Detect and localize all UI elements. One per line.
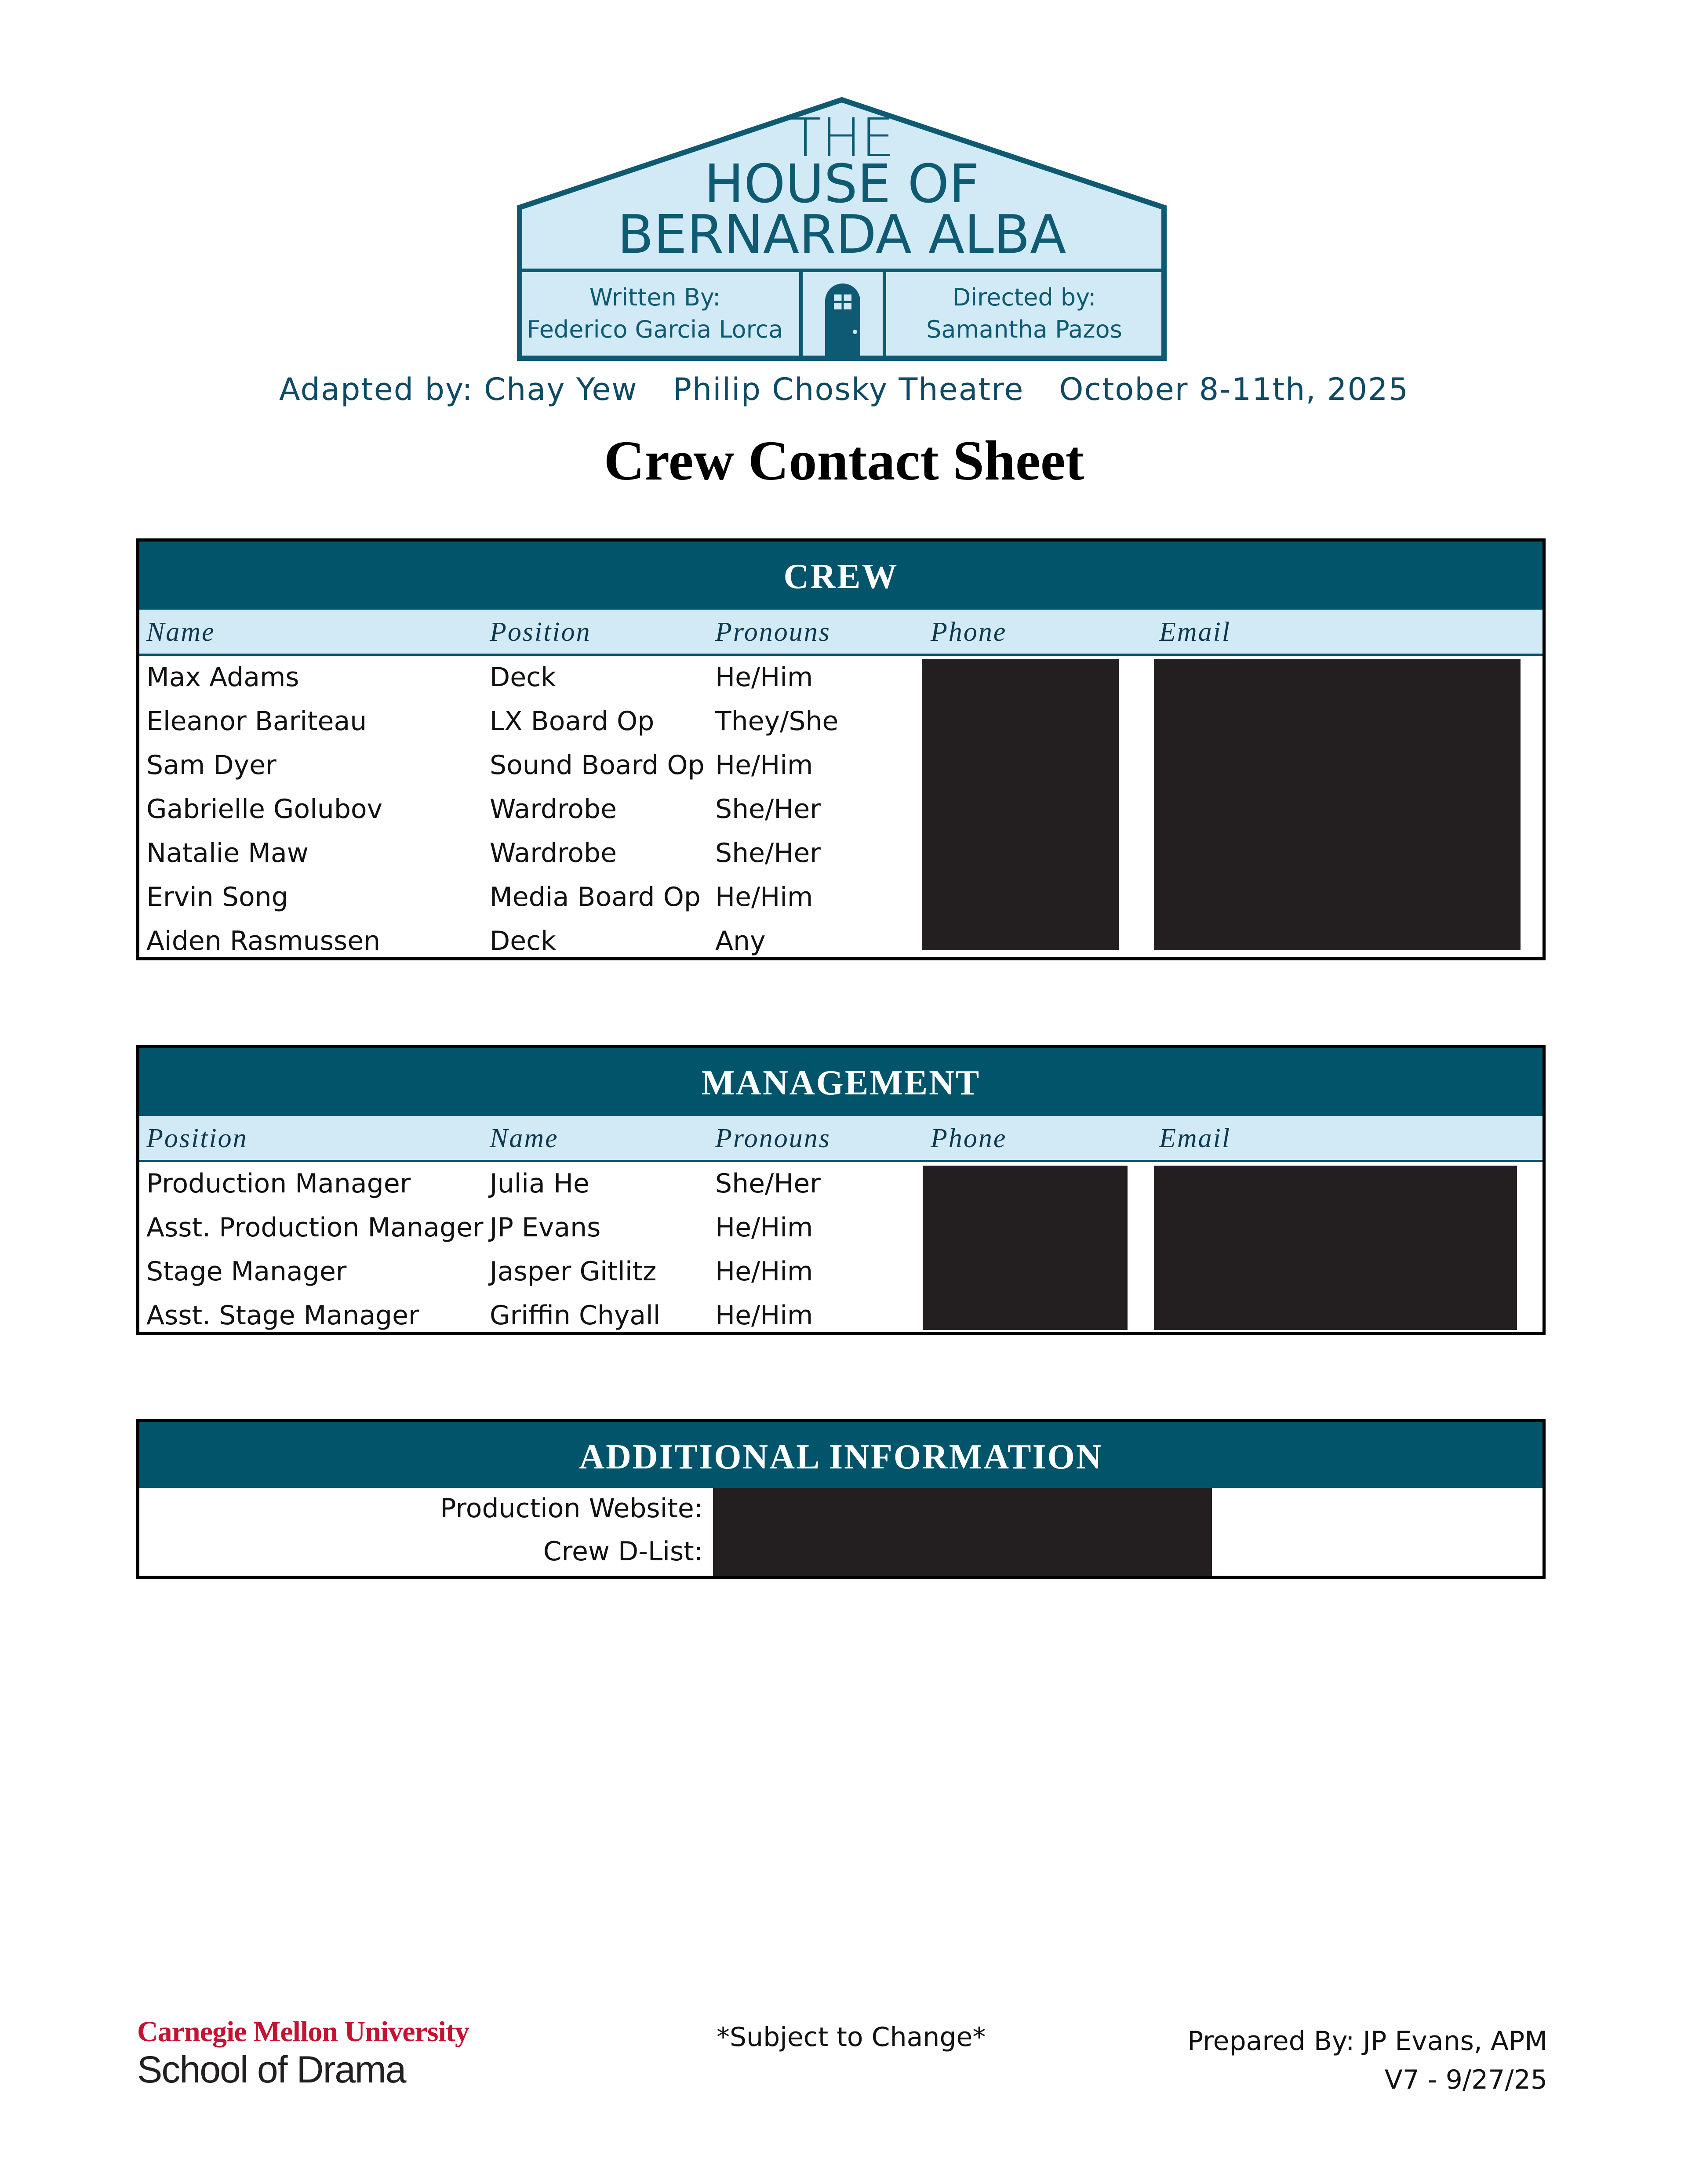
redacted-phone-block	[922, 659, 1119, 950]
show-byline	[0, 371, 1688, 407]
version-date: V7 - 9/27/25	[1384, 2064, 1547, 2095]
additional-info-table	[136, 1419, 1546, 1579]
crew-pronouns: He/Him	[715, 750, 813, 781]
crew-name: Gabrielle Golubov	[146, 794, 383, 825]
mgmt-name: Griffin Chyall	[490, 1300, 661, 1331]
crew-table	[136, 538, 1546, 960]
mgmt-header-position: Position	[146, 1123, 248, 1153]
crew-table-title: CREW	[139, 541, 1542, 607]
crew-header-email: Email	[1159, 617, 1231, 647]
mgmt-position: Asst. Stage Manager	[146, 1300, 419, 1331]
crew-position: Sound Board Op	[490, 750, 705, 781]
mgmt-header-phone: Phone	[931, 1123, 1007, 1153]
prepared-by-block	[1187, 2022, 1547, 2099]
crew-header-name: Name	[146, 617, 215, 647]
crew-name: Sam Dyer	[146, 750, 276, 781]
crew-name: Ervin Song	[146, 882, 288, 912]
door-icon	[825, 283, 860, 358]
crew-name: Eleanor Bariteau	[146, 706, 367, 737]
page-title: Crew Contact Sheet	[604, 429, 1084, 492]
mgmt-pronouns: He/Him	[715, 1300, 813, 1331]
redacted-phone-block	[923, 1166, 1128, 1330]
management-table-title: MANAGEMENT	[139, 1048, 1542, 1114]
mgmt-name: Julia He	[490, 1168, 589, 1199]
management-table	[136, 1045, 1546, 1335]
logo-written-name: Federico Garcia Lorca	[527, 316, 783, 343]
crew-position: Wardrobe	[490, 794, 617, 825]
mgmt-header-pronouns: Pronouns	[715, 1123, 831, 1153]
redacted-email-block	[1154, 1166, 1517, 1330]
mgmt-pronouns: She/Her	[715, 1168, 821, 1199]
crew-dlist-label: Crew D-List:	[543, 1536, 703, 1567]
crew-pronouns: Any	[715, 926, 766, 956]
subject-to-change-note: *Subject to Change*	[717, 2022, 986, 2053]
logo-title-line1: THE	[789, 108, 895, 169]
crew-name: Natalie Maw	[146, 838, 309, 869]
mgmt-position: Asst. Production Manager	[146, 1212, 484, 1243]
logo-title-line3: BERNARDA ALBA	[617, 204, 1066, 265]
management-rows	[139, 1162, 1542, 1338]
prepared-by: Prepared By: JP Evans, APM	[1187, 2026, 1547, 2057]
venue: Philip Chosky Theatre	[673, 371, 1024, 407]
show-logo	[514, 94, 1169, 367]
crew-pronouns: He/Him	[715, 882, 813, 912]
crew-position: Deck	[490, 662, 556, 693]
production-website-label: Production Website:	[440, 1493, 703, 1524]
redacted-email-block	[1154, 659, 1521, 950]
crew-header-pronouns: Pronouns	[715, 617, 831, 647]
crew-pronouns: He/Him	[715, 662, 813, 693]
redacted-links-block	[713, 1488, 1212, 1576]
crew-position: Media Board Op	[490, 882, 701, 912]
crew-position: Wardrobe	[490, 838, 617, 869]
crew-header-position: Position	[490, 617, 591, 647]
additional-info-rows	[139, 1488, 1542, 1574]
crew-pronouns: They/She	[715, 706, 839, 737]
crew-name: Aiden Rasmussen	[146, 926, 381, 956]
mgmt-position: Production Manager	[146, 1168, 411, 1199]
crew-position: LX Board Op	[490, 706, 655, 737]
school-of-drama-logo: School of Drama	[137, 2049, 406, 2091]
mgmt-position: Stage Manager	[146, 1256, 347, 1287]
mgmt-name: Jasper Gitlitz	[490, 1256, 657, 1287]
adapted-by: Adapted by: Chay Yew	[279, 371, 638, 407]
additional-info-title: ADDITIONAL INFORMATION	[139, 1422, 1542, 1488]
crew-rows	[139, 656, 1542, 963]
logo-written-label: Written By:	[589, 283, 721, 311]
mgmt-name: JP Evans	[490, 1212, 601, 1243]
crew-position: Deck	[490, 926, 556, 956]
logo-directed-name: Samantha Pazos	[926, 316, 1122, 343]
management-column-headers	[139, 1114, 1542, 1162]
cmu-logo: Carnegie Mellon University	[137, 2016, 469, 2048]
logo-directed-label: Directed by:	[952, 283, 1096, 311]
show-dates: October 8-11th, 2025	[1059, 371, 1409, 407]
logo-title-line2: HOUSE OF	[704, 154, 980, 215]
mgmt-pronouns: He/Him	[715, 1256, 813, 1287]
mgmt-header-name: Name	[490, 1123, 559, 1153]
crew-header-phone: Phone	[931, 617, 1007, 647]
crew-pronouns: She/Her	[715, 838, 821, 869]
crew-name: Max Adams	[146, 662, 299, 693]
mgmt-header-email: Email	[1159, 1123, 1231, 1153]
crew-column-headers	[139, 607, 1542, 656]
mgmt-pronouns: He/Him	[715, 1212, 813, 1243]
crew-pronouns: She/Her	[715, 794, 821, 825]
